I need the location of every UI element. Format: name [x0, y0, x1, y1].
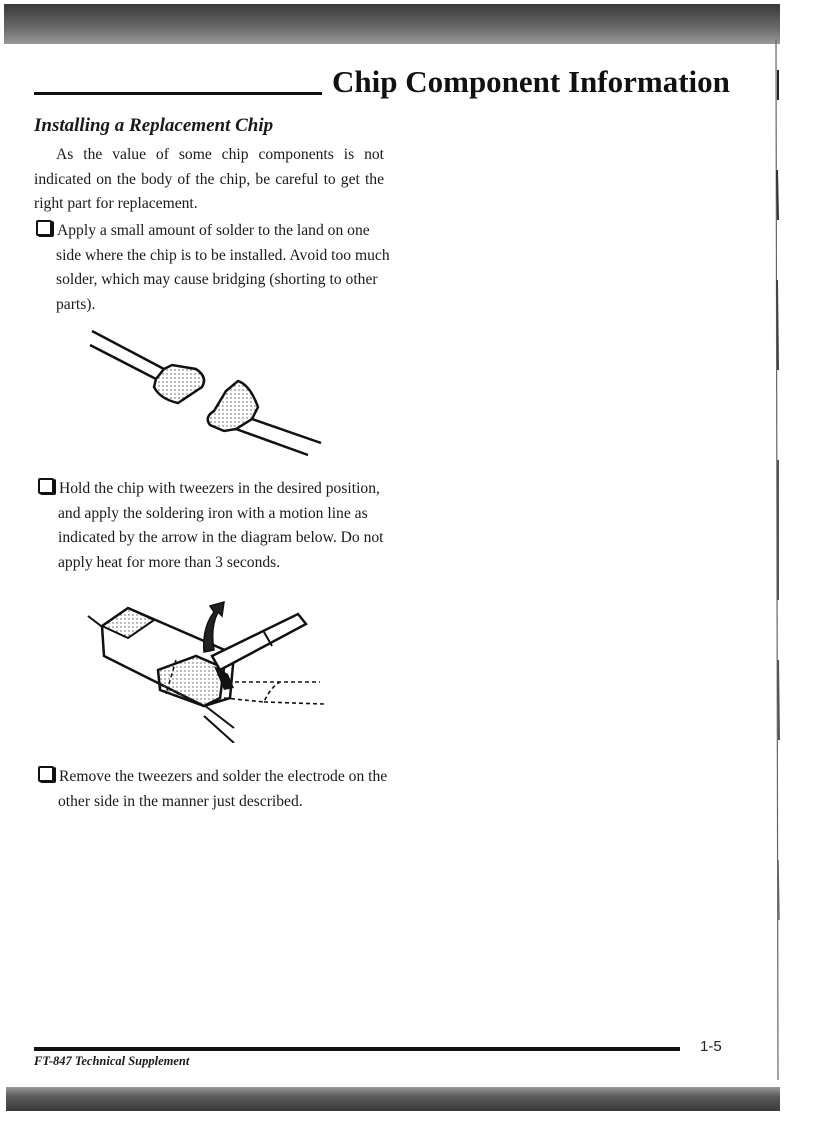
step-3-text: Remove the tweezers and solder the electrode on the other side in the manner just described.	[58, 768, 388, 810]
step-2-text: Hold the chip with tweezers in the desired position, and apply the soldering iron with a motion line as indicated by the arrow in the diagram below. Do not apply heat for more than 3 seconds.	[58, 480, 384, 571]
soldering-iron-chip-illustration	[84, 598, 334, 743]
intro-paragraph: As the value of some chip components is not indicated on the body of the chip, be careful to get the right part for replacement.	[34, 146, 384, 212]
scan-edge-bottom	[6, 1087, 780, 1111]
scan-edge-right	[770, 40, 784, 1080]
checkbox-icon	[36, 220, 52, 236]
footer-label: FT-847 Technical Supplement	[34, 1054, 190, 1068]
step-3	[38, 765, 398, 814]
solder-land-illustration	[86, 325, 331, 457]
section-heading: Installing a Replacement Chip	[34, 115, 274, 136]
checkbox-icon	[38, 766, 54, 782]
footer-rule	[34, 1047, 680, 1051]
scan-edge-top	[4, 4, 780, 44]
checkbox-icon	[38, 478, 54, 494]
step-1-text: Apply a small amount of solder to the land on one side where the chip is to be installed. Avoid too much solder, which may cause bridging (shorting to other parts).	[56, 222, 390, 313]
step-2	[38, 477, 398, 575]
title-rule	[34, 92, 322, 95]
page-title: Chip Component Information	[332, 64, 730, 99]
page-number: 1-5	[700, 1038, 722, 1055]
step-1	[36, 219, 396, 317]
